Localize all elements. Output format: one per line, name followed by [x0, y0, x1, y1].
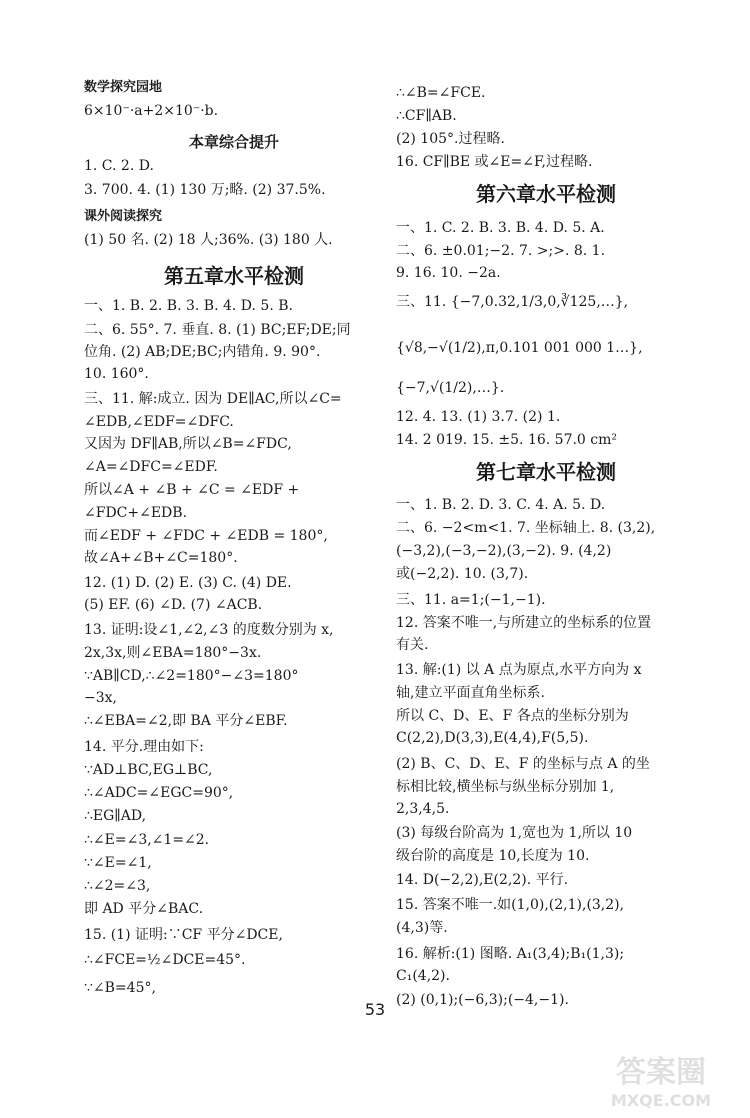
right-line: ∴CF∥AB.: [396, 108, 457, 124]
right-line: 第七章水平检测: [476, 460, 616, 484]
left-line: ∴EG∥AD,: [84, 808, 147, 824]
left-line: 本章综合提升: [188, 133, 279, 151]
right-line: (2) 105°.过程略.: [396, 131, 505, 147]
left-line: 12. (1) D. (2) E. (3) C. (4) DE.: [84, 575, 292, 591]
right-line: 14. 2 019. 15. ±5. 16. 57.0 cm²: [396, 432, 618, 448]
left-line: ∠FDC+∠EDB.: [84, 505, 188, 521]
right-line: {−7,√(1/2),…}.: [396, 380, 505, 396]
right-line: {√8,−√(1/2),π,0.101 001 000 1…},: [396, 340, 643, 356]
left-line: 第五章水平检测: [164, 264, 304, 288]
right-line: (2) B、C、D、E、F 的坐标与点 A 的坐: [396, 756, 650, 772]
left-line: ∵∠E=∠1,: [84, 855, 152, 871]
right-line: 12. 答案不唯一,与所建立的坐标系的位置: [396, 615, 652, 631]
watermark-url: MXQE.COM: [610, 1091, 712, 1110]
right-line: 或(−2,2). 10. (3,7).: [396, 566, 529, 582]
left-line: 10. 160°.: [84, 366, 149, 382]
right-line: 2,3,4,5.: [396, 801, 450, 817]
right-line: C₁(4,2).: [396, 968, 450, 984]
left-line: ∵∠B=45°,: [84, 980, 156, 996]
left-line: 一、1. B. 2. B. 3. B. 4. D. 5. B.: [84, 298, 293, 314]
left-line: ∴∠2=∠3,: [84, 878, 151, 894]
left-line: 13. 证明:设∠1,∠2,∠3 的度数分别为 x,: [84, 622, 334, 638]
right-line: 9. 16. 10. −2a.: [396, 265, 501, 281]
left-line: ∴∠FCE=½∠DCE=45°.: [84, 952, 246, 968]
left-line: ∠A=∠DFC=∠EDF.: [84, 459, 218, 475]
right-line: 15. 答案不唯一.如(1,0),(2,1),(3,2),: [396, 897, 625, 913]
left-line: ∠EDB,∠EDF=∠DFC.: [84, 414, 234, 430]
right-line: 14. D(−2,2),E(2,2). 平行.: [396, 872, 569, 888]
left-line: (5) EF. (6) ∠D. (7) ∠ACB.: [84, 597, 263, 613]
right-line: 12. 4. 13. (1) 3.7. (2) 1.: [396, 409, 561, 425]
page-number: 53: [364, 1000, 386, 1019]
left-line: 三、11. 解:成立. 因为 DE∥AC,所以∠C=: [84, 391, 342, 407]
right-line: 级台阶的高度是 10,长度为 10.: [396, 848, 590, 864]
left-line: ∵AB∥CD,∴∠2=180°−∠3=180°: [84, 668, 299, 684]
left-line: 3. 700. 4. (1) 130 万;略. (2) 37.5%.: [84, 182, 326, 198]
right-line: 13. 解:(1) 以 A 点为原点,水平方向为 x: [396, 662, 642, 678]
left-line: 所以∠A + ∠B + ∠C = ∠EDF +: [84, 482, 300, 498]
left-line: ∴∠ADC=∠EGC=90°,: [84, 785, 234, 801]
right-line: 第六章水平检测: [476, 182, 616, 206]
right-line: 轴,建立平面直角坐标系.: [396, 685, 545, 701]
left-line: 课外阅读探究: [84, 209, 163, 224]
right-line: 16. 解析:(1) 图略. A₁(3,4);B₁(1,3);: [396, 946, 625, 962]
left-line: 故∠A+∠B+∠C=180°.: [84, 550, 238, 566]
right-line: 一、1. C. 2. B. 3. B. 4. D. 5. A.: [396, 220, 605, 236]
right-line: (2) (0,1);(−6,3);(−4,−1).: [396, 992, 569, 1008]
right-line: 16. CF∥BE 或∠E=∠F,过程略.: [396, 154, 593, 170]
right-line: 一、1. B. 2. D. 3. C. 4. A. 5. D.: [396, 497, 606, 513]
right-line: 有关.: [396, 637, 429, 653]
left-line: 2x,3x,则∠EBA=180°−3x.: [84, 645, 262, 661]
watermark-text: 答案圈: [616, 1055, 706, 1090]
left-line: 6×10⁻·a+2×10⁻·b.: [84, 103, 219, 119]
left-line: ∴∠E=∠3,∠1=∠2.: [84, 832, 210, 848]
watermark-logo: [586, 1050, 736, 1112]
left-line: 数学探究园地: [84, 80, 163, 95]
right-line: 所以 C、D、E、F 各点的坐标分别为: [396, 708, 629, 724]
left-line: 14. 平分.理由如下:: [84, 739, 204, 755]
right-line: (4,3)等.: [396, 920, 448, 936]
left-line: 即 AD 平分∠BAC.: [84, 901, 204, 917]
left-line: 1. C. 2. D.: [84, 158, 154, 174]
right-line: 标相比较,横坐标与纵坐标分别加 1,: [396, 779, 615, 795]
right-line: 二、6. −2<m<1. 7. 坐标轴上. 8. (3,2),: [396, 520, 656, 536]
left-line: 而∠EDF + ∠FDC + ∠EDB = 180°,: [84, 528, 328, 544]
right-line: 三、11. {−7,0.32,1/3,0,∛125,…},: [396, 294, 629, 310]
left-line: ∴∠EBA=∠2,即 BA 平分∠EBF.: [84, 713, 288, 729]
left-line: ∵AD⊥BC,EG⊥BC,: [84, 762, 213, 778]
left-line: −3x,: [84, 690, 117, 706]
right-line: (−3,2),(−3,−2),(3,−2). 9. (4,2): [396, 543, 612, 559]
right-line: ∴∠B=∠FCE.: [396, 85, 486, 101]
left-line: 位角. (2) AB;DE;BC;内错角. 9. 90°.: [84, 344, 321, 360]
right-line: 二、6. ±0.01;−2. 7. >;>. 8. 1.: [396, 243, 606, 259]
left-line: 又因为 DF∥AB,所以∠B=∠FDC,: [84, 436, 292, 452]
left-line: 15. (1) 证明:∵CF 平分∠DCE,: [84, 927, 283, 943]
right-line: 三、11. a=1;(−1,−1).: [396, 592, 546, 608]
right-line: (3) 每级台阶高为 1,宽也为 1,所以 10: [396, 825, 633, 841]
left-line: 二、6. 55°. 7. 垂直. 8. (1) BC;EF;DE;同: [84, 322, 351, 338]
right-line: C(2,2),D(3,3),E(4,4),F(5,5).: [396, 730, 589, 746]
left-line: (1) 50 名. (2) 18 人;36%. (3) 180 人.: [84, 232, 333, 248]
